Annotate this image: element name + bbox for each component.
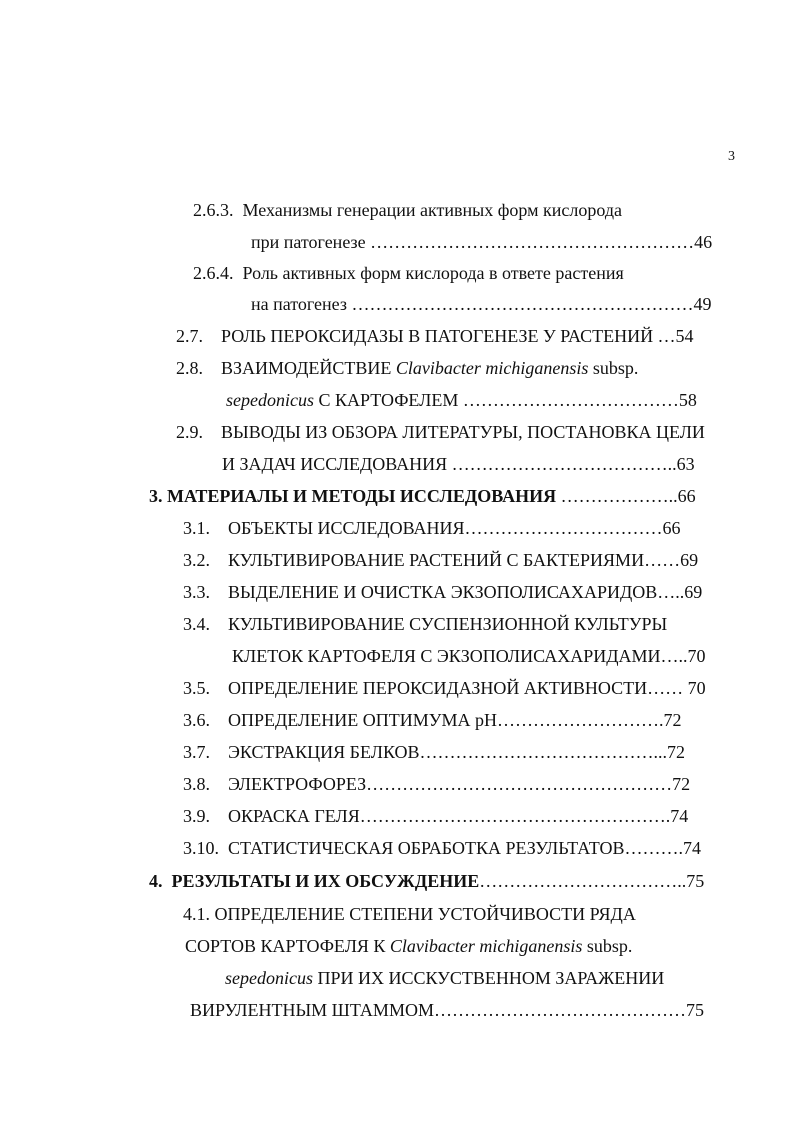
subspecies-name-2: sepedonicus (225, 968, 313, 988)
toc-entry-3-9: 3.9. ОКРАСКА ГЕЛЯ…………………………………………….74 (183, 806, 689, 826)
toc-entry-2-6-4-cont: на патогенез …………………………………………………49 (251, 294, 712, 314)
toc-entry-3-8: 3.8. ЭЛЕКТРОФОРЕЗ……………………………………………72 (183, 774, 691, 794)
chapter-4-title: 4. РЕЗУЛЬТАТЫ И ИХ ОБСУЖДЕНИЕ (149, 871, 480, 891)
toc-entry-3-4-cont: КЛЕТОК КАРТОФЕЛЯ С ЭКЗОПОЛИСАХАРИДАМИ…..70 (232, 646, 706, 666)
toc-entry-4-1: 4.1. ОПРЕДЕЛЕНИЕ СТЕПЕНИ УСТОЙЧИВОСТИ РЯДА (183, 904, 636, 924)
toc-entry-4-1-line2-text: СОРТОВ КАРТОФЕЛЯ К (185, 936, 390, 956)
subsp-text-2: subsp. (582, 936, 633, 956)
toc-entry-3-10: 3.10. СТАТИСТИЧЕСКАЯ ОБРАБОТКА РЕЗУЛЬТАТОВ……….74 (183, 838, 701, 858)
toc-entry-3-2: 3.2. КУЛЬТИВИРОВАНИЕ РАСТЕНИЙ С БАКТЕРИЯМИ……69 (183, 550, 699, 570)
toc-entry-2-8 (176, 357, 638, 379)
chapter-3-page: ………………..66 (556, 486, 696, 506)
toc-entry-2-9-cont: И ЗАДАЧ ИССЛЕДОВАНИЯ ………………………………..63 (222, 454, 695, 474)
chapter-3-title: 3. МАТЕРИАЛЫ И МЕТОДЫ ИССЛЕДОВАНИЯ (149, 486, 557, 506)
toc-entry-2-9: 2.9. ВЫВОДЫ ИЗ ОБЗОРА ЛИТЕРАТУРЫ, ПОСТАНОВКА ЦЕЛИ (176, 422, 705, 442)
toc-entry-2-6-3-cont: при патогенезе ………………………………………………46 (251, 232, 713, 252)
toc-entry-2-8-cont-text: С КАРТОФЕЛЕМ ………………………………58 (313, 390, 697, 410)
toc-entry-3-4: 3.4. КУЛЬТИВИРОВАНИЕ СУСПЕНЗИОННОЙ КУЛЬТУРЫ (183, 614, 668, 634)
page-number: 3 (728, 149, 735, 164)
toc-entry-3-6: 3.6. ОПРЕДЕЛЕНИЕ ОПТИМУМА pH……………………….72 (183, 710, 682, 730)
toc-entry-2-7: 2.7. РОЛЬ ПЕРОКСИДАЗЫ В ПАТОГЕНЕЗЕ У РАСТЕНИЙ …54 (176, 326, 694, 346)
species-name-2: Clavibacter michiganensis (389, 936, 583, 956)
toc-entry-3-1: 3.1. ОБЪЕКТЫ ИССЛЕДОВАНИЯ……………………………66 (183, 518, 681, 538)
toc-entry-4-1-line3 (225, 967, 664, 989)
toc-entry-2-6-3: 2.6.3. Механизмы генерации активных форм кислорода (193, 200, 623, 220)
toc-entry-4-1-line3-text: ПРИ ИХ ИССКУСТВЕННОМ ЗАРАЖЕНИИ (312, 968, 665, 988)
species-name: Clavibacter michiganensis (395, 358, 589, 378)
subsp-text: subsp. (588, 358, 639, 378)
toc-entry-3-3: 3.3. ВЫДЕЛЕНИЕ И ОЧИСТКА ЭКЗОПОЛИСАХАРИДОВ…..69 (183, 582, 703, 602)
toc-entry-4-1-line4: ВИРУЛЕНТНЫМ ШТАММОМ……………………………………75 (190, 1000, 704, 1020)
chapter-4-page: ……………………………..75 (479, 871, 705, 891)
toc-entry-3-7: 3.7. ЭКСТРАКЦИЯ БЕЛКОВ…………………………………...72 (183, 742, 686, 762)
toc-chapter-3 (149, 485, 696, 507)
toc-chapter-4 (149, 870, 704, 892)
toc-entry-3-5: 3.5. ОПРЕДЕЛЕНИЕ ПЕРОКСИДАЗНОЙ АКТИВНОСТИ…… 70 (183, 678, 706, 698)
subspecies-name: sepedonicus (226, 390, 314, 410)
toc-entry-2-8-text: 2.8. ВЗАИМОДЕЙСТВИЕ (176, 358, 396, 378)
toc-entry-4-1-line2 (185, 935, 632, 957)
toc-entry-2-8-cont (226, 389, 697, 411)
toc-entry-2-6-4: 2.6.4. Роль активных форм кислорода в ответе растения (193, 263, 624, 283)
